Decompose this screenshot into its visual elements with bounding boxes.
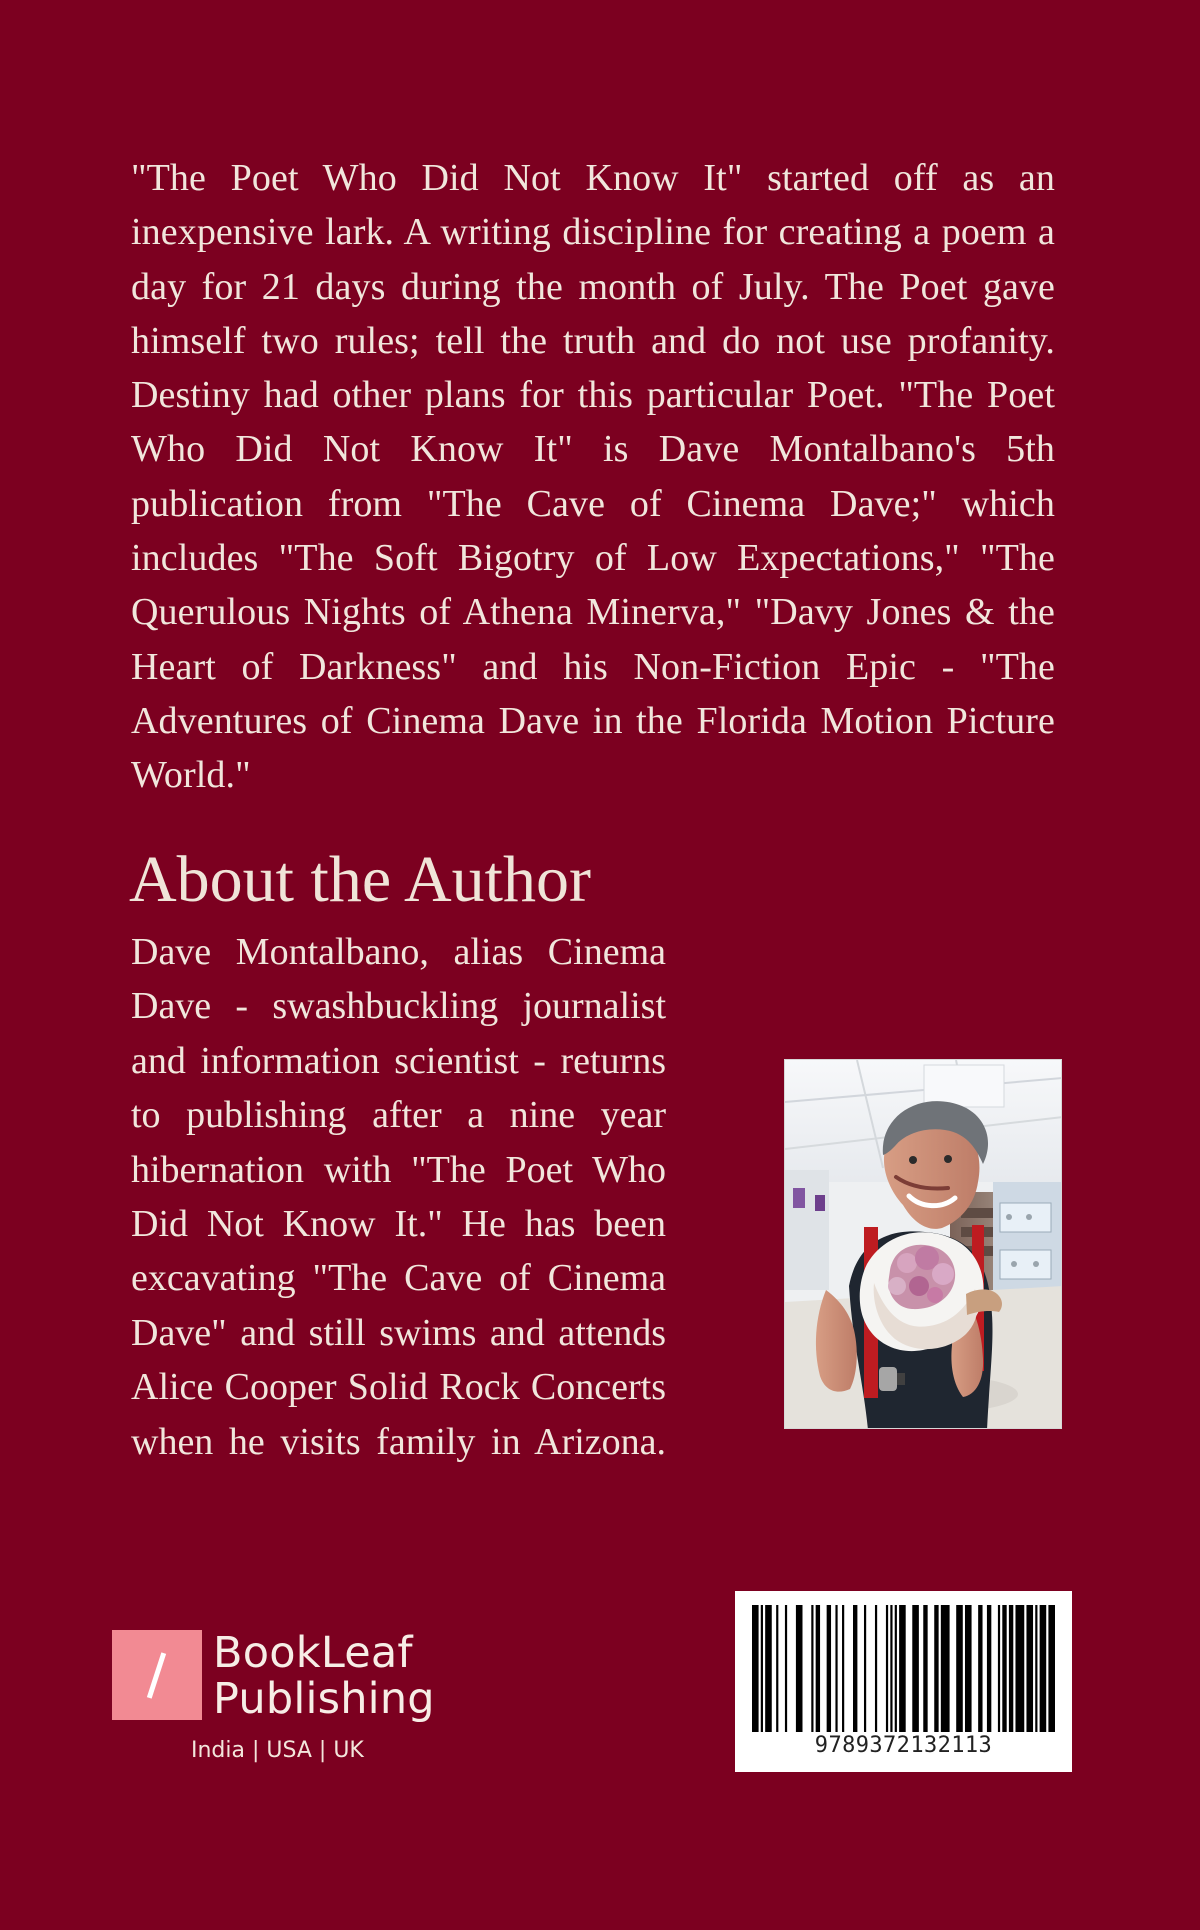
barcode-bar [934,1605,938,1732]
barcode-bar [923,1605,927,1732]
author-biography: Dave Montalbano, alias Cinema Dave - swashbuckling journalist and information scientist - returns to publishing after a nine year hibernation with "The Poet Who Did Not Know It." He has been excavating "The Cave of Cinema Dave" and still swims and attends Alice Cooper Solid Rock Concerts when he visits family in Arizona. [131,931,666,1463]
barcode-bar [965,1605,972,1732]
barcode-bar [987,1605,991,1732]
barcode-bar [853,1605,857,1732]
publisher-logo [112,1630,452,1770]
barcode-bars [752,1605,1055,1732]
author-photo [784,1059,1062,1429]
isbn-barcode [735,1591,1072,1772]
barcode-bar [796,1605,803,1732]
barcode-bar [895,1605,897,1732]
barcode-bar [1026,1605,1033,1732]
about-author-heading: About the Author [129,843,591,916]
barcode-bar [1009,1605,1013,1732]
barcode-bar [886,1605,888,1732]
publisher-name-line-1: BookLeaf [213,1628,413,1678]
barcode-bar [899,1605,906,1732]
logo-slash [147,1652,166,1698]
barcode-bar [1035,1605,1037,1732]
barcode-bar [827,1605,831,1732]
publisher-locations: India | USA | UK [191,1738,364,1763]
barcode-bar [761,1605,763,1732]
publisher-name-line-2: Publishing [213,1674,435,1724]
barcode-bar [978,1605,982,1732]
barcode-bar [875,1605,877,1732]
barcode-bar [776,1605,778,1732]
barcode-bar [752,1605,759,1732]
isbn-number: 9789372132113 [814,1733,993,1758]
barcode-bar [890,1605,892,1732]
barcode-bar [816,1605,820,1732]
barcode-bar [1048,1605,1055,1732]
barcode-bar [785,1605,787,1732]
barcode-bar [842,1605,844,1732]
barcode-bar [1002,1605,1006,1732]
barcode-bar [956,1605,963,1732]
barcode-bar [1015,1605,1024,1732]
barcode-bar [864,1605,866,1732]
barcode-bar [1040,1605,1047,1732]
slash-icon [112,1630,202,1720]
barcode-bar [998,1605,1000,1732]
book-synopsis: "The Poet Who Did Not Know It" started off as an inexpensive lark. A writing discipline for creating a poem a day for 21 days during the month of July. The Poet gave himself two rules; tell the truth and do not use profanity. Destiny had other plans for this particular Poet. "The Poet Who Did Not Know It" is Dave Montalbano's 5th publication from "The Cave of Cinema Dave;" which includes "The Soft Bigotry of Low Expectations," "The Querulous Nights of Athena Minerva," "Davy Jones & the Heart of Darkness" and his Non-Fiction Epic - "The Adventures of Cinema Dave in the Florida Motion Picture World." [131,157,1055,797]
barcode-bar [912,1605,919,1732]
barcode-bar [941,1605,950,1732]
barcode-bar [835,1605,837,1732]
author-photo-illustration [785,1060,1062,1429]
barcode-bar [765,1605,772,1732]
barcode-bar [811,1605,813,1732]
